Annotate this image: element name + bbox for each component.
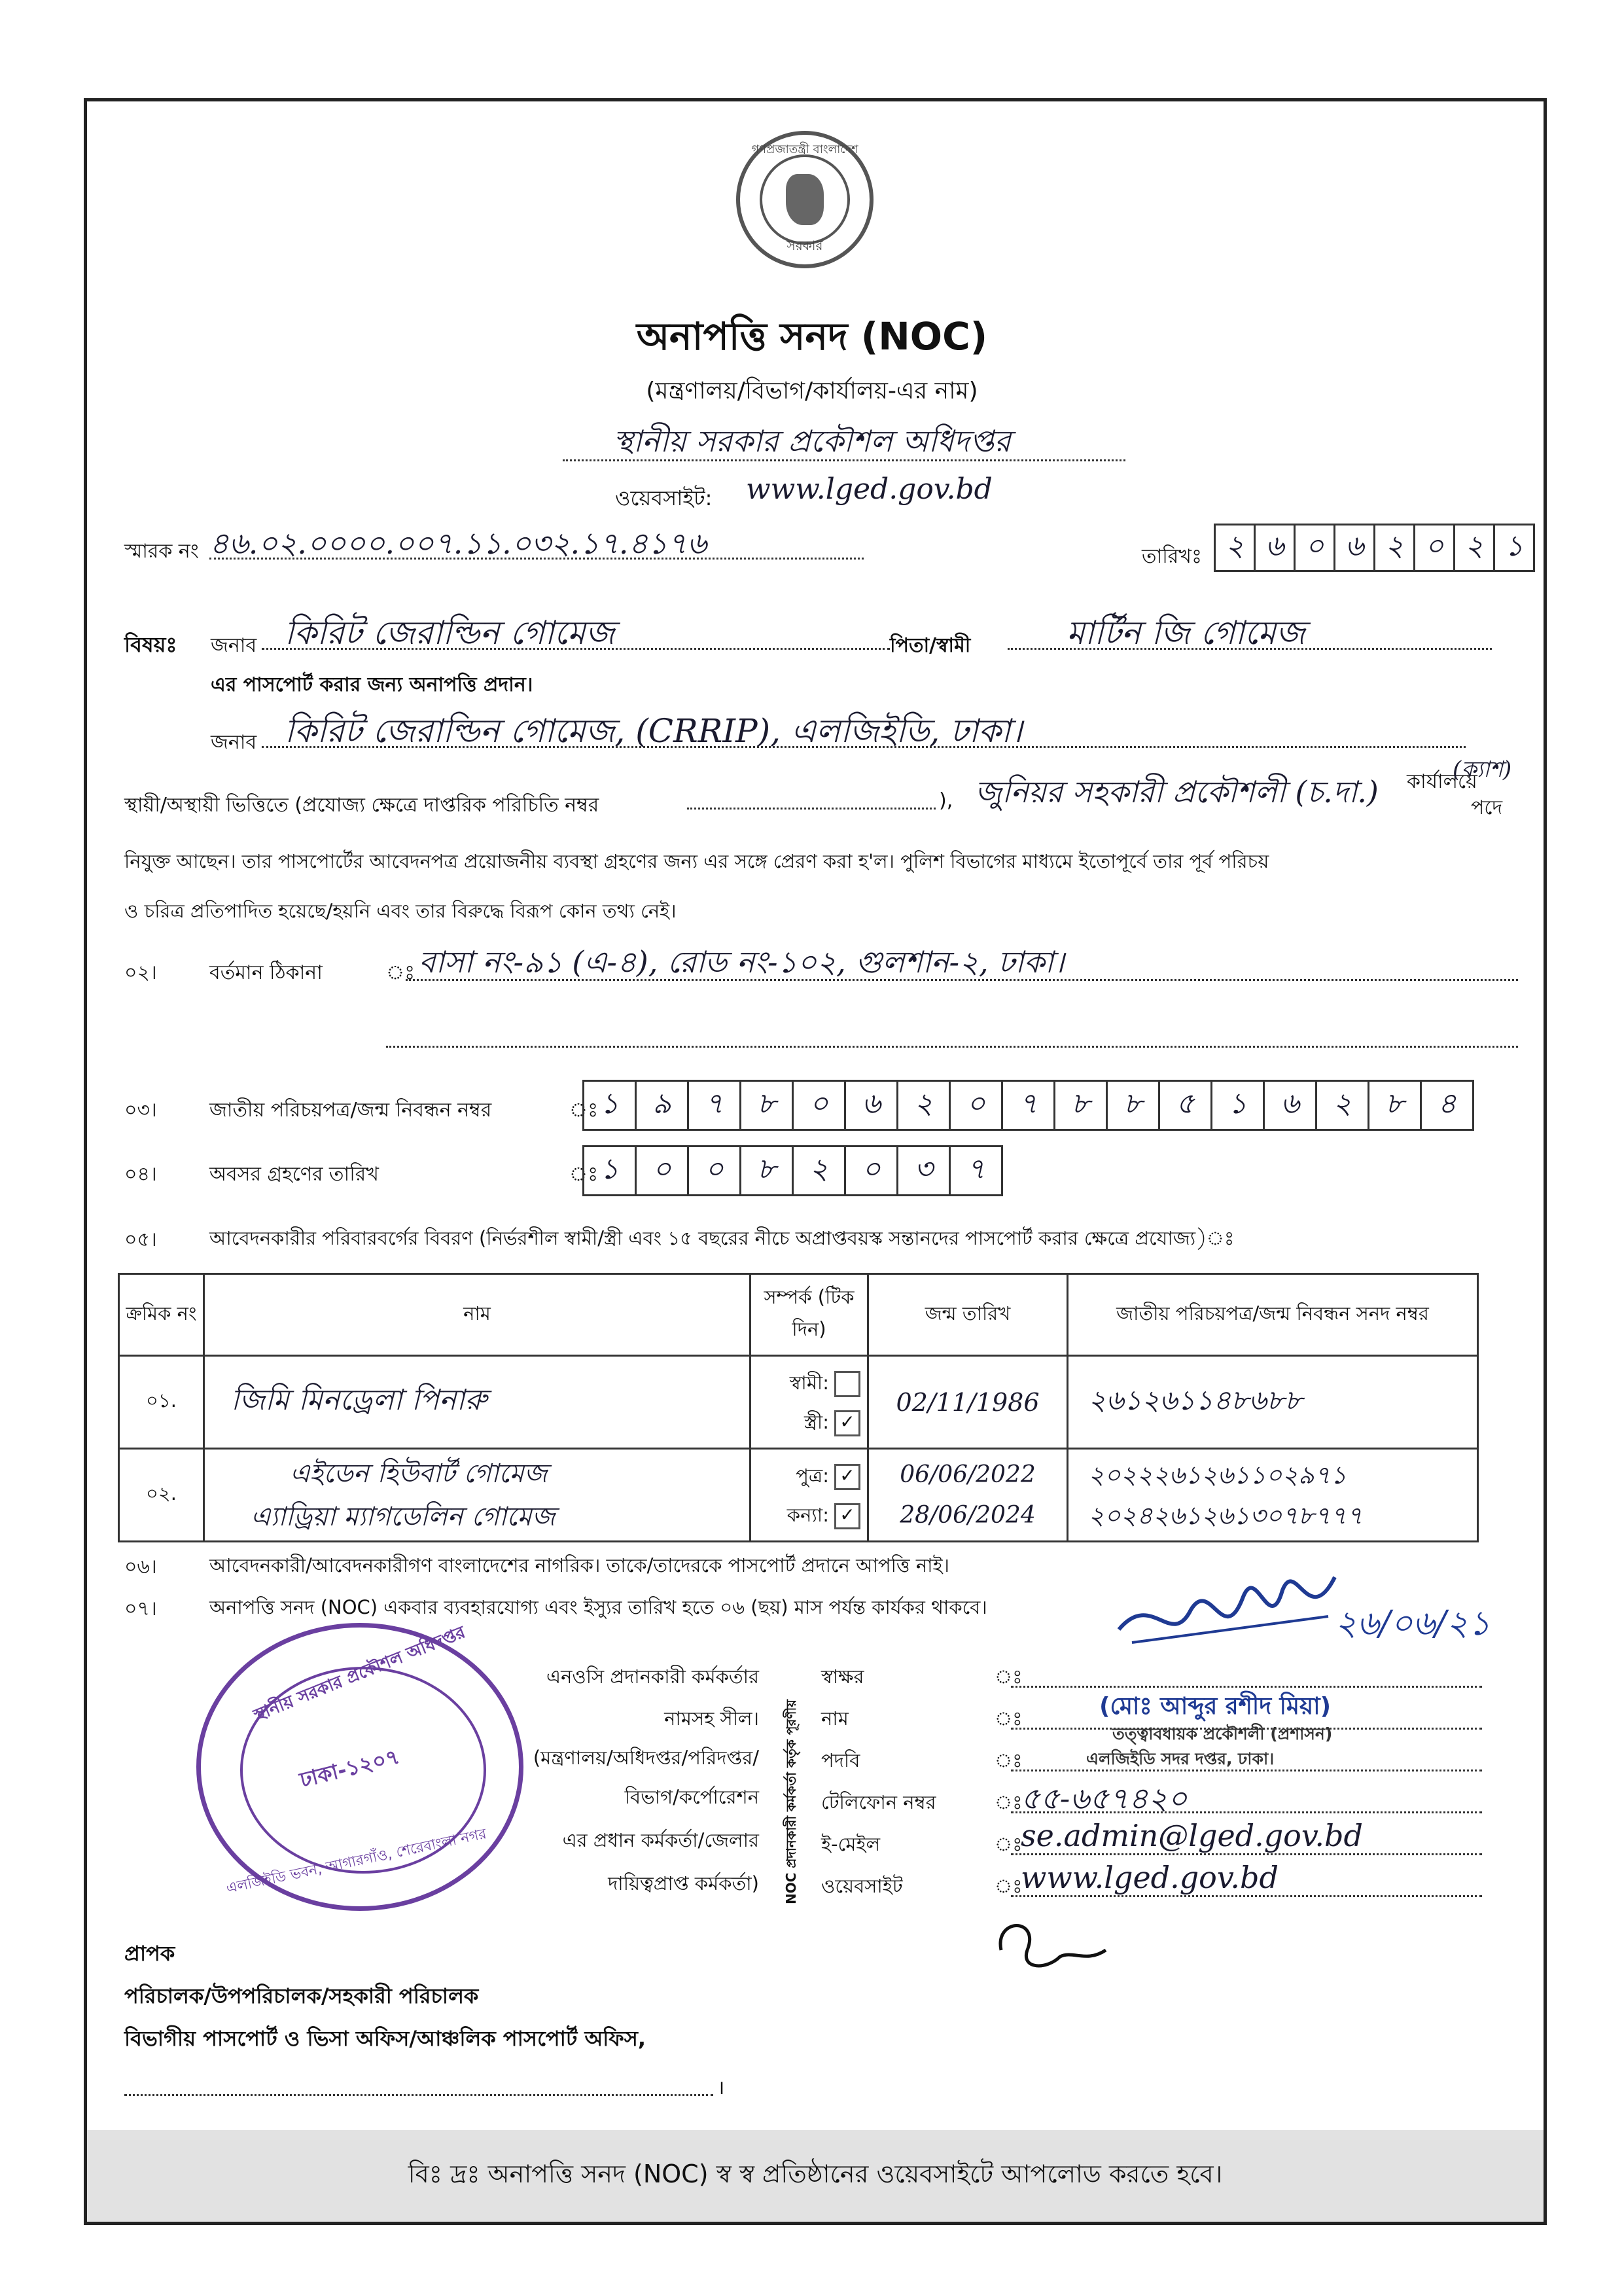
retirement-digit-box: ২ (792, 1145, 846, 1196)
son-checkbox[interactable]: ✓ (834, 1464, 860, 1490)
nid-digit-box: ৮ (739, 1080, 794, 1131)
government-emblem (736, 131, 874, 268)
office-seal-stamp (196, 1623, 523, 1911)
designation-suffix: পদে (1471, 796, 1503, 819)
map-icon (786, 174, 824, 225)
date-digit-box: ১ (1493, 524, 1535, 572)
page-title: অনাপত্তি সনদ (NOC) (636, 314, 988, 359)
memo-label: স্মারক নং (124, 540, 199, 563)
nid-digit-box: ৯ (635, 1080, 689, 1131)
date-digit-box: ২ (1453, 524, 1495, 572)
nid-digit-box: ৭ (687, 1080, 741, 1131)
nid-digit-box: ৪ (1420, 1080, 1474, 1131)
row-relation: স্বামী: স্ত্রী: ✓ (750, 1356, 868, 1449)
officer-block-line: এর প্রধান কর্মকর্তা/জেলার (562, 1829, 759, 1851)
retirement-digit-box: ৮ (739, 1145, 794, 1196)
sign-date: ২৬/০৬/২১ (1335, 1604, 1491, 1643)
wife-checkbox[interactable]: ✓ (834, 1410, 860, 1436)
field-label: ওয়েবসাইট (821, 1875, 903, 1897)
field-label: নাম (821, 1707, 849, 1730)
date-label: তারিখঃ (1142, 545, 1202, 568)
retirement-digit-box: ০ (844, 1145, 898, 1196)
nid-digit-box: ৫ (1158, 1080, 1212, 1131)
table-row (119, 1449, 1478, 1542)
retirement-digit-box: ১ (582, 1145, 637, 1196)
officer-office: এলজিইডি সদর দপ্তর, ঢাকা। (1086, 1749, 1275, 1768)
website-label: ওয়েবসাইট: (615, 486, 713, 510)
date-digit-box: ০ (1413, 524, 1455, 572)
subject-suffix: এর পাসপোর্ট করার জন্য অনাপত্তি প্রদান। (211, 673, 533, 696)
retirement-digit-box: ৩ (896, 1145, 951, 1196)
item04-label: অবসর গ্রহণের তারিখ (209, 1163, 379, 1186)
field-colon: ঃ (995, 1665, 1023, 1688)
item05-label: আবেদনকারীর পরিবারবর্গের বিবরণ (নির্ভরশীল স্বামী/স্ত্রী এবং ১৫ বছরের নীচে অপ্রাপ্তবয়স্ক সন্তানদের পাসপোর্ট করার ক্ষেত্রে প্রযোজ্য)ঃ (209, 1227, 1235, 1249)
item07-number: ০৭। (124, 1597, 157, 1620)
nid-digit-box: ৬ (1263, 1080, 1317, 1131)
initials-mark (988, 1911, 1119, 1983)
retirement-digit-box: ০ (635, 1145, 689, 1196)
field-label: টেলিফোন নম্বর (821, 1791, 936, 1813)
applicant-name: কিরিট জেরাল্ডিন গোমেজ (285, 614, 615, 652)
header-relation: সম্পর্ক (টিক দিন) (750, 1274, 868, 1356)
stamp-center-text: ঢাকা-১২০৭ (297, 1743, 402, 1793)
nid-digit-box: ৭ (1001, 1080, 1055, 1131)
field-label: পদবি (821, 1749, 860, 1771)
officer-block-line: (মন্ত্রণালয়/অধিদপ্তর/পরিদপ্তর/ (533, 1747, 759, 1769)
field-value: se.admin@lged.gov.bd (1021, 1818, 1363, 1853)
officer-block-line: নামসহ সীল। (664, 1707, 759, 1730)
field-label: স্বাক্ষর (821, 1665, 864, 1688)
father-label: পিতা/স্বামী (890, 634, 971, 657)
header-name: নাম (204, 1274, 750, 1356)
office-suffix: কার্যালয়ে (1407, 770, 1477, 793)
item06-text: আবেদনকারী/আবেদনকারীগণ বাংলাদেশের নাগরিক। তাকে/তাদেরকে পাসপোর্ট প্রদানে আপত্তি নাই। (209, 1554, 950, 1576)
recipient-line1: পরিচালক/উপপরিচালক/সহকারী পরিচালক (124, 1984, 479, 2008)
para-line-3: ও চরিত্র প্রতিপাদিত হয়েছে/হয়নি এবং তার বিরুদ্ধে বিরূপ কোন তথ্য নেই। (124, 900, 677, 922)
footer-note: বিঃ দ্রঃ অনাপত্তি সনদ (NOC) স্ব স্ব প্রতিষ্ঠানের ওয়েবসাইটে আপলোড করতে হবে। (87, 2130, 1544, 2222)
recipient-line2: বিভাগীয় পাসপোর্ট ও ভিসা অফিস/আঞ্চলিক পাসপোর্ট অফিস, (124, 2026, 646, 2051)
row-nid: ২৬১২৬১১৪৮৬৮৮ (1068, 1356, 1478, 1449)
memo-number: ৪৬.০২.০০০০.০০৭.১১.০৩২.১৭.৪১৭৬ (209, 525, 707, 561)
officer-title: তত্ত্বাবধায়ক প্রকৌশলী (প্রশাসন) (1112, 1724, 1333, 1743)
row-dob: 06/06/2022 28/06/2024 (868, 1449, 1068, 1542)
field-label: ই-মেইল (821, 1833, 881, 1855)
header-nid: জাতীয় পরিচয়পত্র/জন্ম নিবন্ধন সনদ নম্বর (1068, 1274, 1478, 1356)
permanence-text: স্থায়ী/অস্থায়ী ভিত্তিতে (প্রযোজ্য ক্ষেত্রে দাপ্তরিক পরিচিতি নম্বর (124, 794, 599, 817)
field-colon: ঃ (995, 1791, 1023, 1813)
item03-number: ০৩। (124, 1099, 157, 1122)
item03-label: জাতীয় পরিচয়পত্র/জন্ম নিবন্ধন নম্বর (209, 1099, 492, 1122)
vertical-label: NOC প্রদানকারী কর্মকর্তা কর্তৃক পূরণীয় (783, 1699, 799, 1904)
field-colon: ঃ (995, 1875, 1023, 1897)
officer-name: (মোঃ আব্দুর রশীদ মিয়া) (1099, 1693, 1332, 1720)
stamp-outer-text: স্থানীয় সরকার প্রকৌশল অধিদপ্তর (251, 1622, 468, 1726)
recipient-line3-end: । (717, 2076, 725, 2099)
row-serial: ০২. (119, 1449, 204, 1542)
stamp-bottom-text: এলজিইডি ভবন, আগারগাঁও, শেরেবাংলা নগর (224, 1826, 488, 1897)
item04-number: ০৪। (124, 1163, 157, 1186)
header-serial: ক্রমিক নং (119, 1274, 204, 1356)
item02-label: বর্তমান ঠিকানা (209, 961, 323, 984)
field-value: www.lged.gov.bd (1021, 1860, 1279, 1895)
page-subtitle: (মন্ত্রণালয়/বিভাগ/কার্যালয়-এর নাম) (646, 378, 978, 404)
subject-label: বিষয়ঃ (124, 632, 177, 657)
table-row (119, 1356, 1478, 1449)
retirement-digit-box: ০ (687, 1145, 741, 1196)
signature-mark (1112, 1551, 1348, 1662)
field-colon: ঃ (995, 1833, 1023, 1855)
janab-label: জনাব (211, 634, 257, 657)
date-digit-box: ০ (1294, 524, 1335, 572)
date-digit-box: ৬ (1254, 524, 1296, 572)
colon: ঃ (569, 1163, 599, 1186)
nid-digit-box: ৮ (1053, 1080, 1108, 1131)
nid-digit-box: ১ (1210, 1080, 1265, 1131)
row-dob: 02/11/1986 (868, 1356, 1068, 1449)
date-digit-box: ২ (1214, 524, 1256, 572)
item02-value: বাসা নং-৯১ (এ-৪), রোড নং-১০২, গুলশান-২, ঢাকা। (419, 944, 1065, 980)
item07-text: অনাপত্তি সনদ (NOC) একবার ব্যবহারযোগ্য এবং ইস্যুর তারিখ হতে ০৬ (ছয়) মাস পর্যন্ত কার্যকর থাকবে। (209, 1596, 987, 1618)
item05-number: ০৫। (124, 1228, 157, 1251)
nid-digit-box: ১ (582, 1080, 637, 1131)
para-line-2: নিযুক্ত আছেন। তার পাসপোর্টের আবেদনপত্র প্রয়োজনীয় ব্যবস্থা গ্রহণের জন্য এর সঙ্গে প্রেরণ করা হ'ল। পুলিশ বিভাগের মাধ্যমে ইতোপূর্বে তার পূর্ব পরিচয় (124, 850, 1269, 872)
janab2-label: জনাব (211, 731, 257, 754)
family-table (118, 1273, 1479, 1542)
row-name: জিমি মিনড্রেলা পিনারু (204, 1356, 750, 1449)
website-value: www.lged.gov.bd (746, 472, 993, 506)
husband-checkbox[interactable] (834, 1371, 860, 1397)
permanence-close: ), (939, 789, 953, 812)
nid-digit-box: ৮ (1106, 1080, 1160, 1131)
row-nid: ২০২২২৬১২৬১১০২৯৭১ ২০২৪২৬১২৬১৩০৭৮৭৭৭ (1068, 1449, 1478, 1542)
emblem-top-text: গণপ্রজাতন্ত্রী বাংলাদেশ (751, 143, 858, 156)
daughter-checkbox[interactable]: ✓ (834, 1503, 860, 1529)
designation-note: (ক্যাশ) (1453, 756, 1512, 783)
officer-block-line: দায়িত্বপ্রাপ্ত কর্মকর্তা) (608, 1872, 759, 1895)
field-colon: ঃ (995, 1749, 1023, 1771)
emblem-bottom-text: সরকার (786, 238, 823, 253)
designation: জুনিয়র সহকারী প্রকৌশলী (চ.দা.) (975, 774, 1379, 809)
officer-block-line: এনওসি প্রদানকারী কর্মকর্তার (546, 1665, 759, 1688)
field-value: ৫৫-৬৫৭৪২০ (1021, 1781, 1188, 1816)
nid-digit-box: ২ (896, 1080, 951, 1131)
applicant-office: কিরিট জেরাল্ডিন গোমেজ, (CRRIP), এলজিইডি, ঢাকা। (285, 712, 1023, 750)
date-digit-box: ২ (1373, 524, 1415, 572)
nid-digit-box: ৬ (844, 1080, 898, 1131)
office-name: স্থানীয় সরকার প্রকৌশল অধিদপ্তর (613, 423, 1011, 459)
nid-digit-box: ০ (949, 1080, 1003, 1131)
nid-digit-box: ২ (1315, 1080, 1369, 1131)
field-colon: ঃ (995, 1707, 1023, 1730)
row-relation: পুত্র: ✓ কন্যা: ✓ (750, 1449, 868, 1542)
colon: ঃ (386, 961, 415, 984)
row-name: এইডেন হিউবার্ট গোমেজ এ্যাড্রিয়া ম্যাগডেলিন গোমেজ (204, 1449, 750, 1542)
item02-number: ০২। (124, 961, 157, 984)
date-digit-box: ৬ (1333, 524, 1375, 572)
header-dob: জন্ম তারিখ (868, 1274, 1068, 1356)
officer-block-line: বিভাগ/কর্পোরেশন (624, 1786, 759, 1808)
colon: ঃ (569, 1099, 599, 1122)
recipient-label: প্রাপক (124, 1941, 175, 1966)
table-header-row (119, 1274, 1478, 1356)
retirement-digit-box: ৭ (949, 1145, 1003, 1196)
nid-digit-box: ৮ (1368, 1080, 1422, 1131)
nid-digit-box: ০ (792, 1080, 846, 1131)
father-name: মার্টিন জি গোমেজ (1067, 614, 1305, 652)
row-serial: ০১. (119, 1356, 204, 1449)
item06-number: ০৬। (124, 1556, 157, 1578)
